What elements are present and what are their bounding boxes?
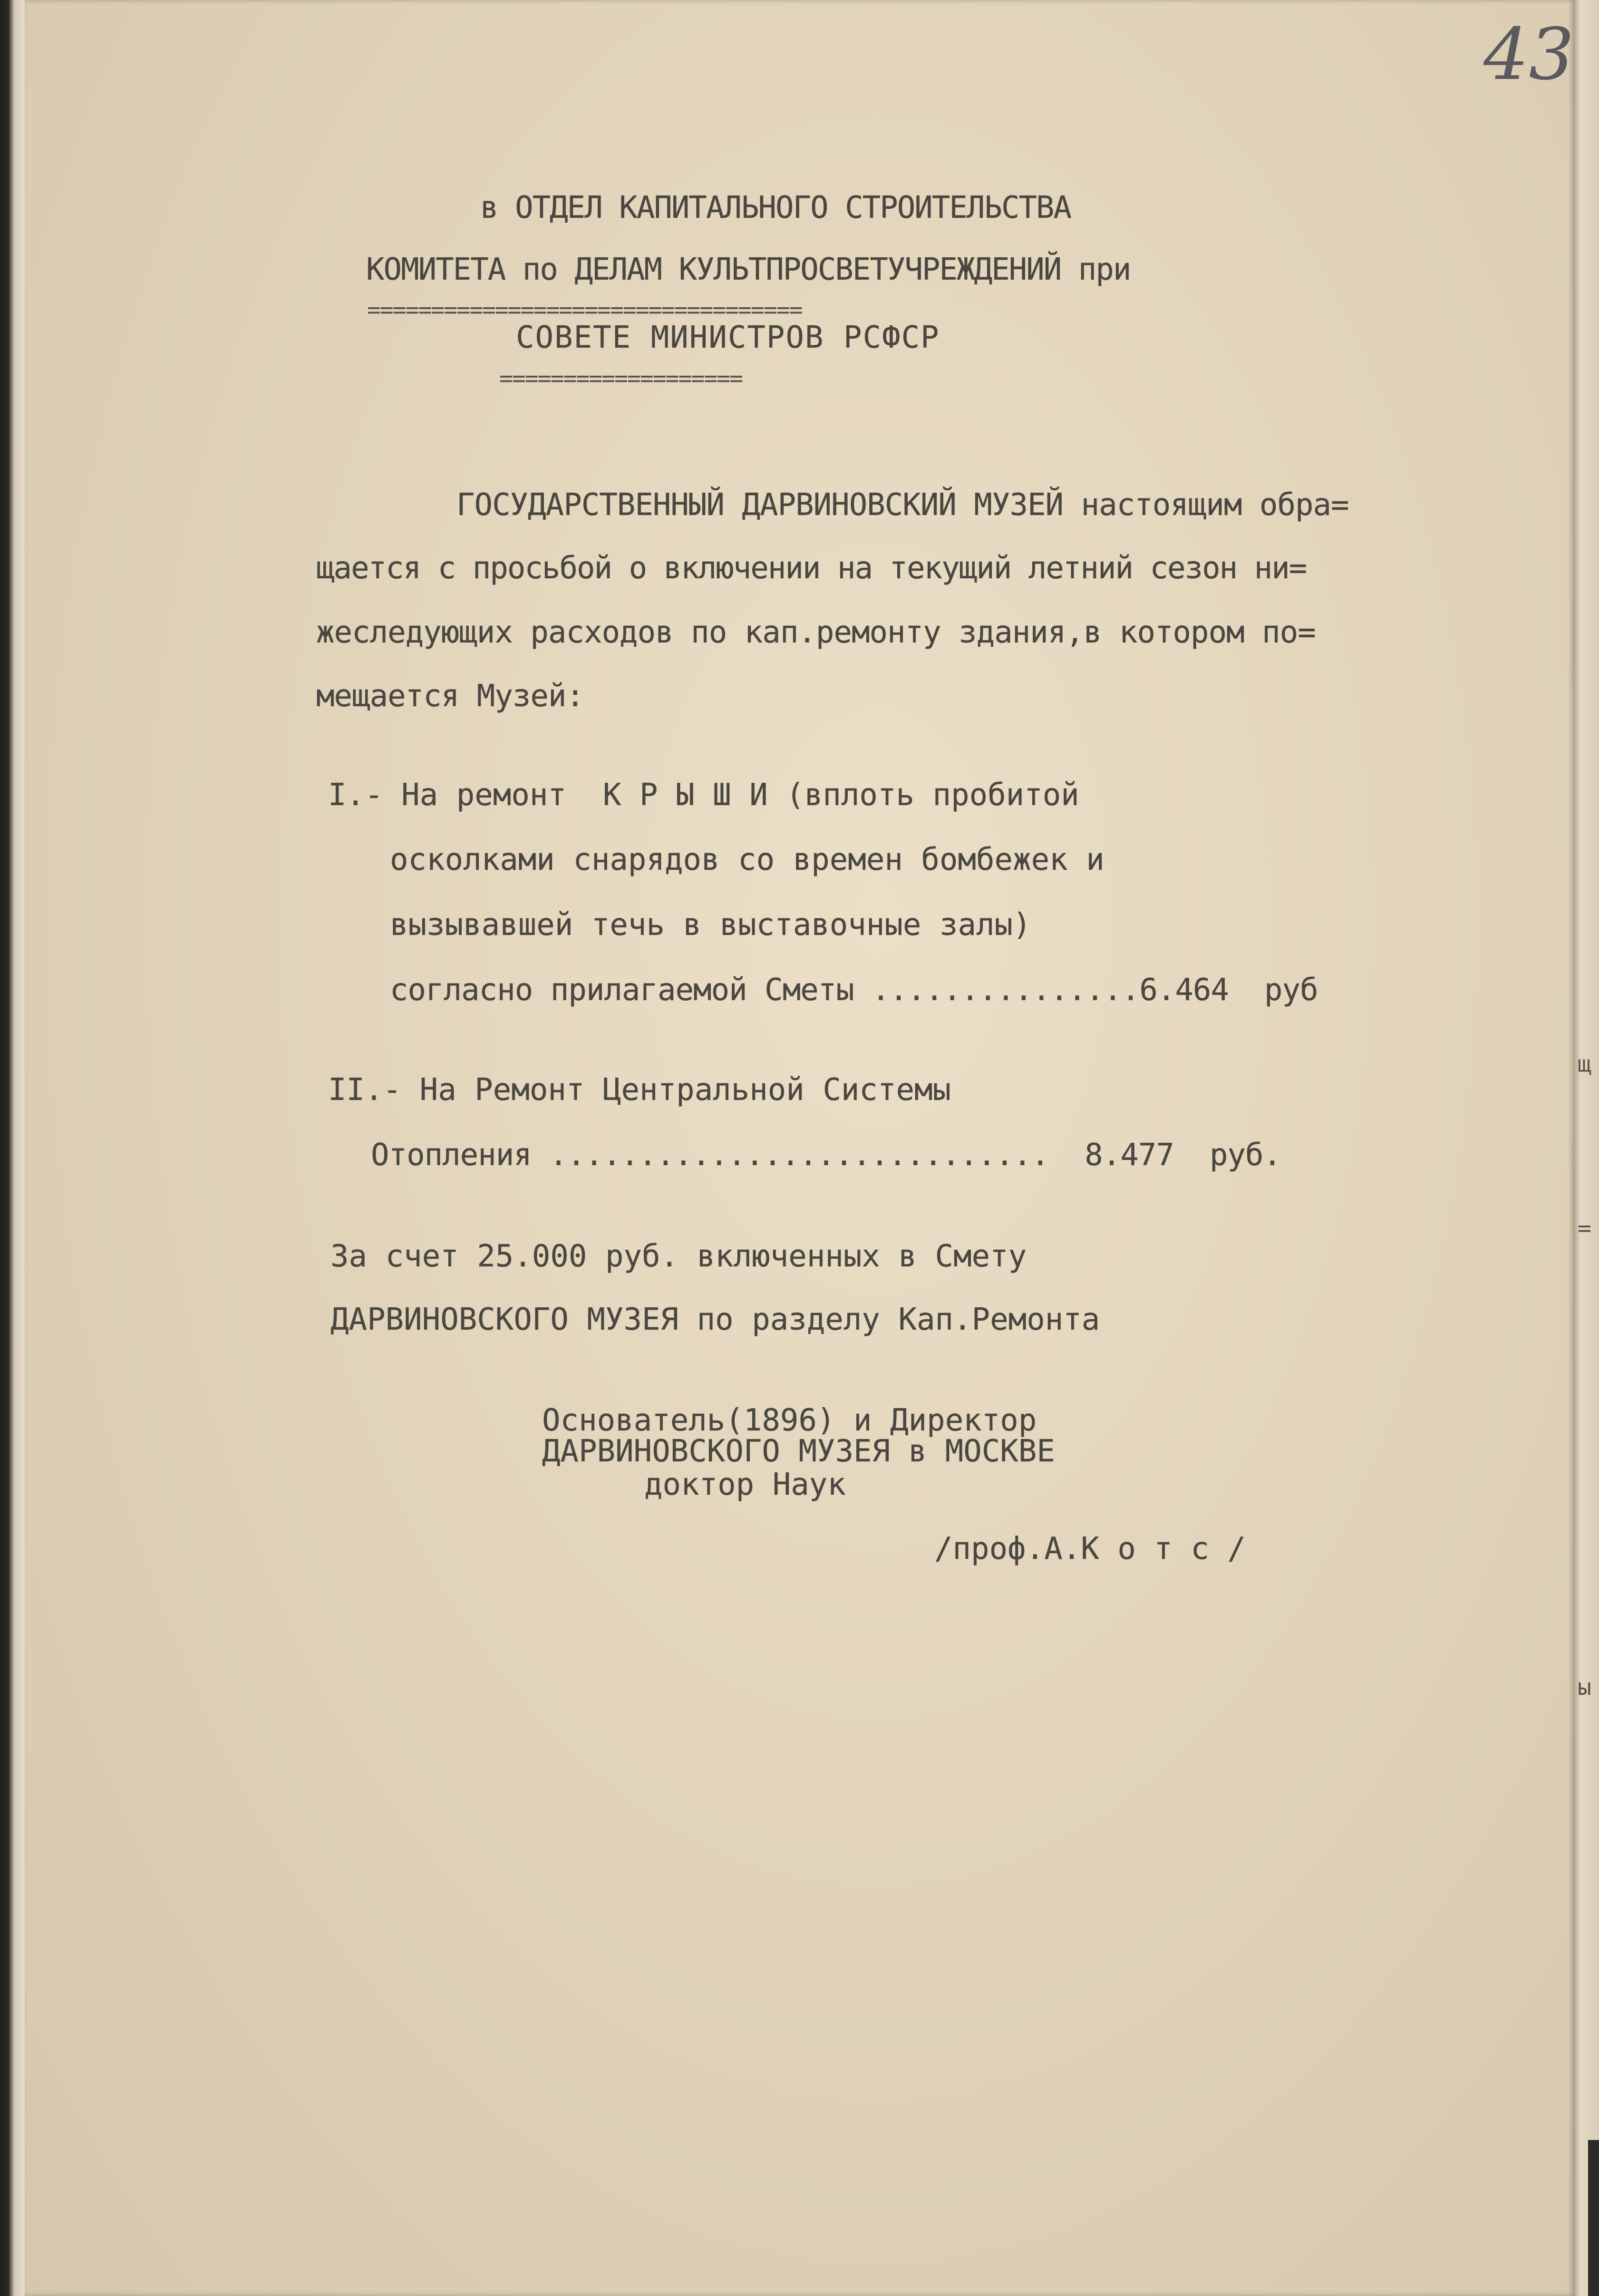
neighbouring-sheet: [1575, 0, 1599, 2296]
item-2-line-1: II.- На Ремонт Центральной Системы: [328, 1072, 951, 1108]
scan-border: [1588, 2140, 1599, 2296]
item-1-line-3: вызывавшей течь в выставочные залы): [390, 907, 1031, 943]
handwritten-page-number: 43: [1483, 13, 1574, 96]
item-2-line-2: Отопления ............................ 8.477 руб.: [371, 1138, 1281, 1173]
signature-line-3: доктор Наук: [644, 1467, 846, 1502]
signature-line-1: Основатель(1896) и Директор: [542, 1403, 1037, 1438]
header-line-1: в ОТДЕЛ КАПИТАЛЬНОГО СТРОИТЕЛЬСТВА: [480, 190, 1071, 225]
edge-fragment: =: [1578, 1215, 1591, 1242]
body-line-4: мещается Музей:: [316, 679, 584, 714]
header-line-3: СОВЕТЕ МИНИСТРОВ РСФСР: [516, 320, 940, 355]
header-rule-2: ===================: [499, 365, 743, 392]
edge-fragment: щ: [1578, 1051, 1591, 1078]
body-line-3: жеследующих расходов по кап.ремонту здания,в котором по=: [316, 615, 1316, 650]
body-line-2: щается с просьбой о включении на текущий летний сезон ни=: [316, 551, 1307, 586]
footer-note-line-2: ДАРВИНОВСКОГО МУЗЕЯ по разделу Кап.Ремонта: [330, 1302, 1100, 1337]
signature-line-2: ДАРВИНОВСКОГО МУЗЕЯ в МОСКВЕ: [542, 1434, 1055, 1469]
header-rule-1: ==================================: [367, 297, 802, 323]
signature-name: /проф.А.К о т с /: [934, 1531, 1246, 1566]
item-1-line-1: I.- На ремонт К Р Ы Ш И (вплоть пробитой: [328, 778, 1079, 813]
body-line-1: ГОСУДАРСТВЕННЫЙ ДАРВИНОВСКИЙ МУЗЕЙ настоящим обра=: [456, 487, 1349, 523]
item-1-line-2: осколками снарядов со времен бомбежек и: [390, 842, 1105, 877]
item-1-line-4: согласно прилагаемой Сметы ...............6.464 руб: [390, 973, 1318, 1008]
header-line-2: КОМИТЕТА по ДЕЛАМ КУЛЬТПРОСВЕТУЧРЕЖДЕНИЙ при: [366, 252, 1131, 287]
edge-fragment: ы: [1578, 1674, 1591, 1701]
footer-note-line-1: За счет 25.000 руб. включенных в Смету: [330, 1239, 1027, 1274]
